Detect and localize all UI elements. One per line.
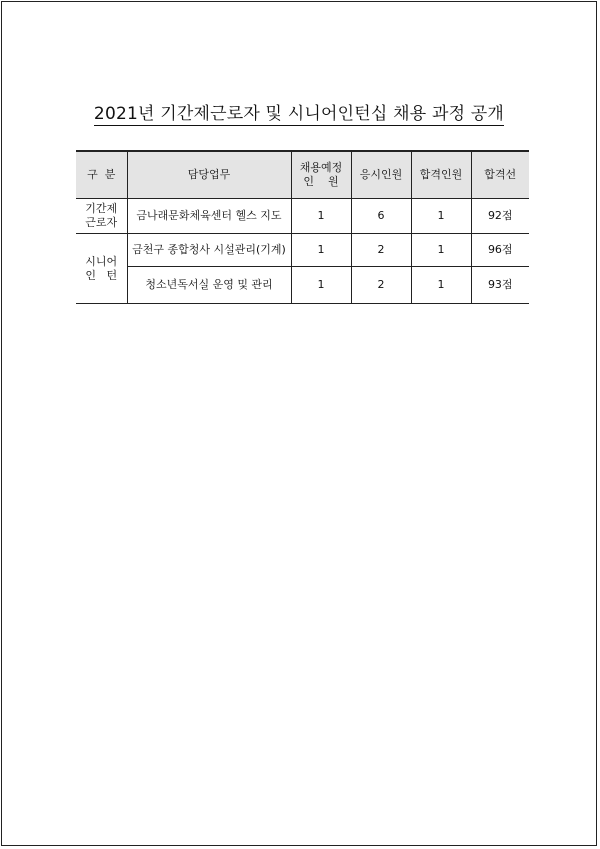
category-cell-senior bbox=[76, 234, 127, 304]
recruitment-table bbox=[76, 150, 529, 304]
category-senior-line1: 시니어 bbox=[85, 254, 118, 268]
header-category-label: 구 분 bbox=[87, 168, 116, 181]
header-passed-label: 합격인원 bbox=[419, 168, 463, 181]
header-passed bbox=[411, 151, 471, 199]
applicants-cell: 2 bbox=[351, 234, 411, 267]
document-title-text: 2021년 기간제근로자 및 시니어인턴십 채용 과정 공개 bbox=[93, 104, 505, 124]
category-senior-line2: 인 턴 bbox=[85, 268, 118, 282]
header-planned bbox=[291, 151, 351, 199]
duty-cell: 청소년독서실 운영 및 관리 bbox=[127, 267, 291, 304]
header-applicants-label: 응시인원 bbox=[359, 168, 403, 181]
header-cutoff bbox=[471, 151, 529, 199]
passed-cell: 1 bbox=[411, 199, 471, 234]
header-category bbox=[76, 151, 127, 199]
applicants-cell: 6 bbox=[351, 199, 411, 234]
cutoff-cell: 93점 bbox=[471, 267, 529, 304]
header-applicants bbox=[351, 151, 411, 199]
category-contract-line1: 기간제 bbox=[85, 202, 118, 215]
header-duty bbox=[127, 151, 291, 199]
table-header-row bbox=[76, 151, 529, 199]
duty-cell: 금천구 종합청사 시설관리(기계) bbox=[127, 234, 291, 267]
header-cutoff-label: 합격선 bbox=[484, 168, 517, 181]
document-page bbox=[1, 1, 597, 846]
table-row bbox=[76, 267, 529, 304]
category-cell-contract bbox=[76, 199, 127, 234]
category-contract-line2: 근로자 bbox=[85, 216, 118, 229]
planned-cell: 1 bbox=[291, 267, 351, 304]
passed-cell: 1 bbox=[411, 234, 471, 267]
header-duty-label: 담당업무 bbox=[187, 168, 231, 181]
header-planned-line2: 인 원 bbox=[303, 175, 339, 188]
table-row bbox=[76, 234, 529, 267]
passed-cell: 1 bbox=[411, 267, 471, 304]
document-title bbox=[2, 99, 596, 124]
header-planned-line1: 채용예정 bbox=[299, 161, 343, 174]
duty-cell: 금나래문화체육센터 헬스 지도 bbox=[127, 199, 291, 234]
table-row bbox=[76, 199, 529, 234]
applicants-cell: 2 bbox=[351, 267, 411, 304]
cutoff-cell: 92점 bbox=[471, 199, 529, 234]
planned-cell: 1 bbox=[291, 199, 351, 234]
planned-cell: 1 bbox=[291, 234, 351, 267]
cutoff-cell: 96점 bbox=[471, 234, 529, 267]
